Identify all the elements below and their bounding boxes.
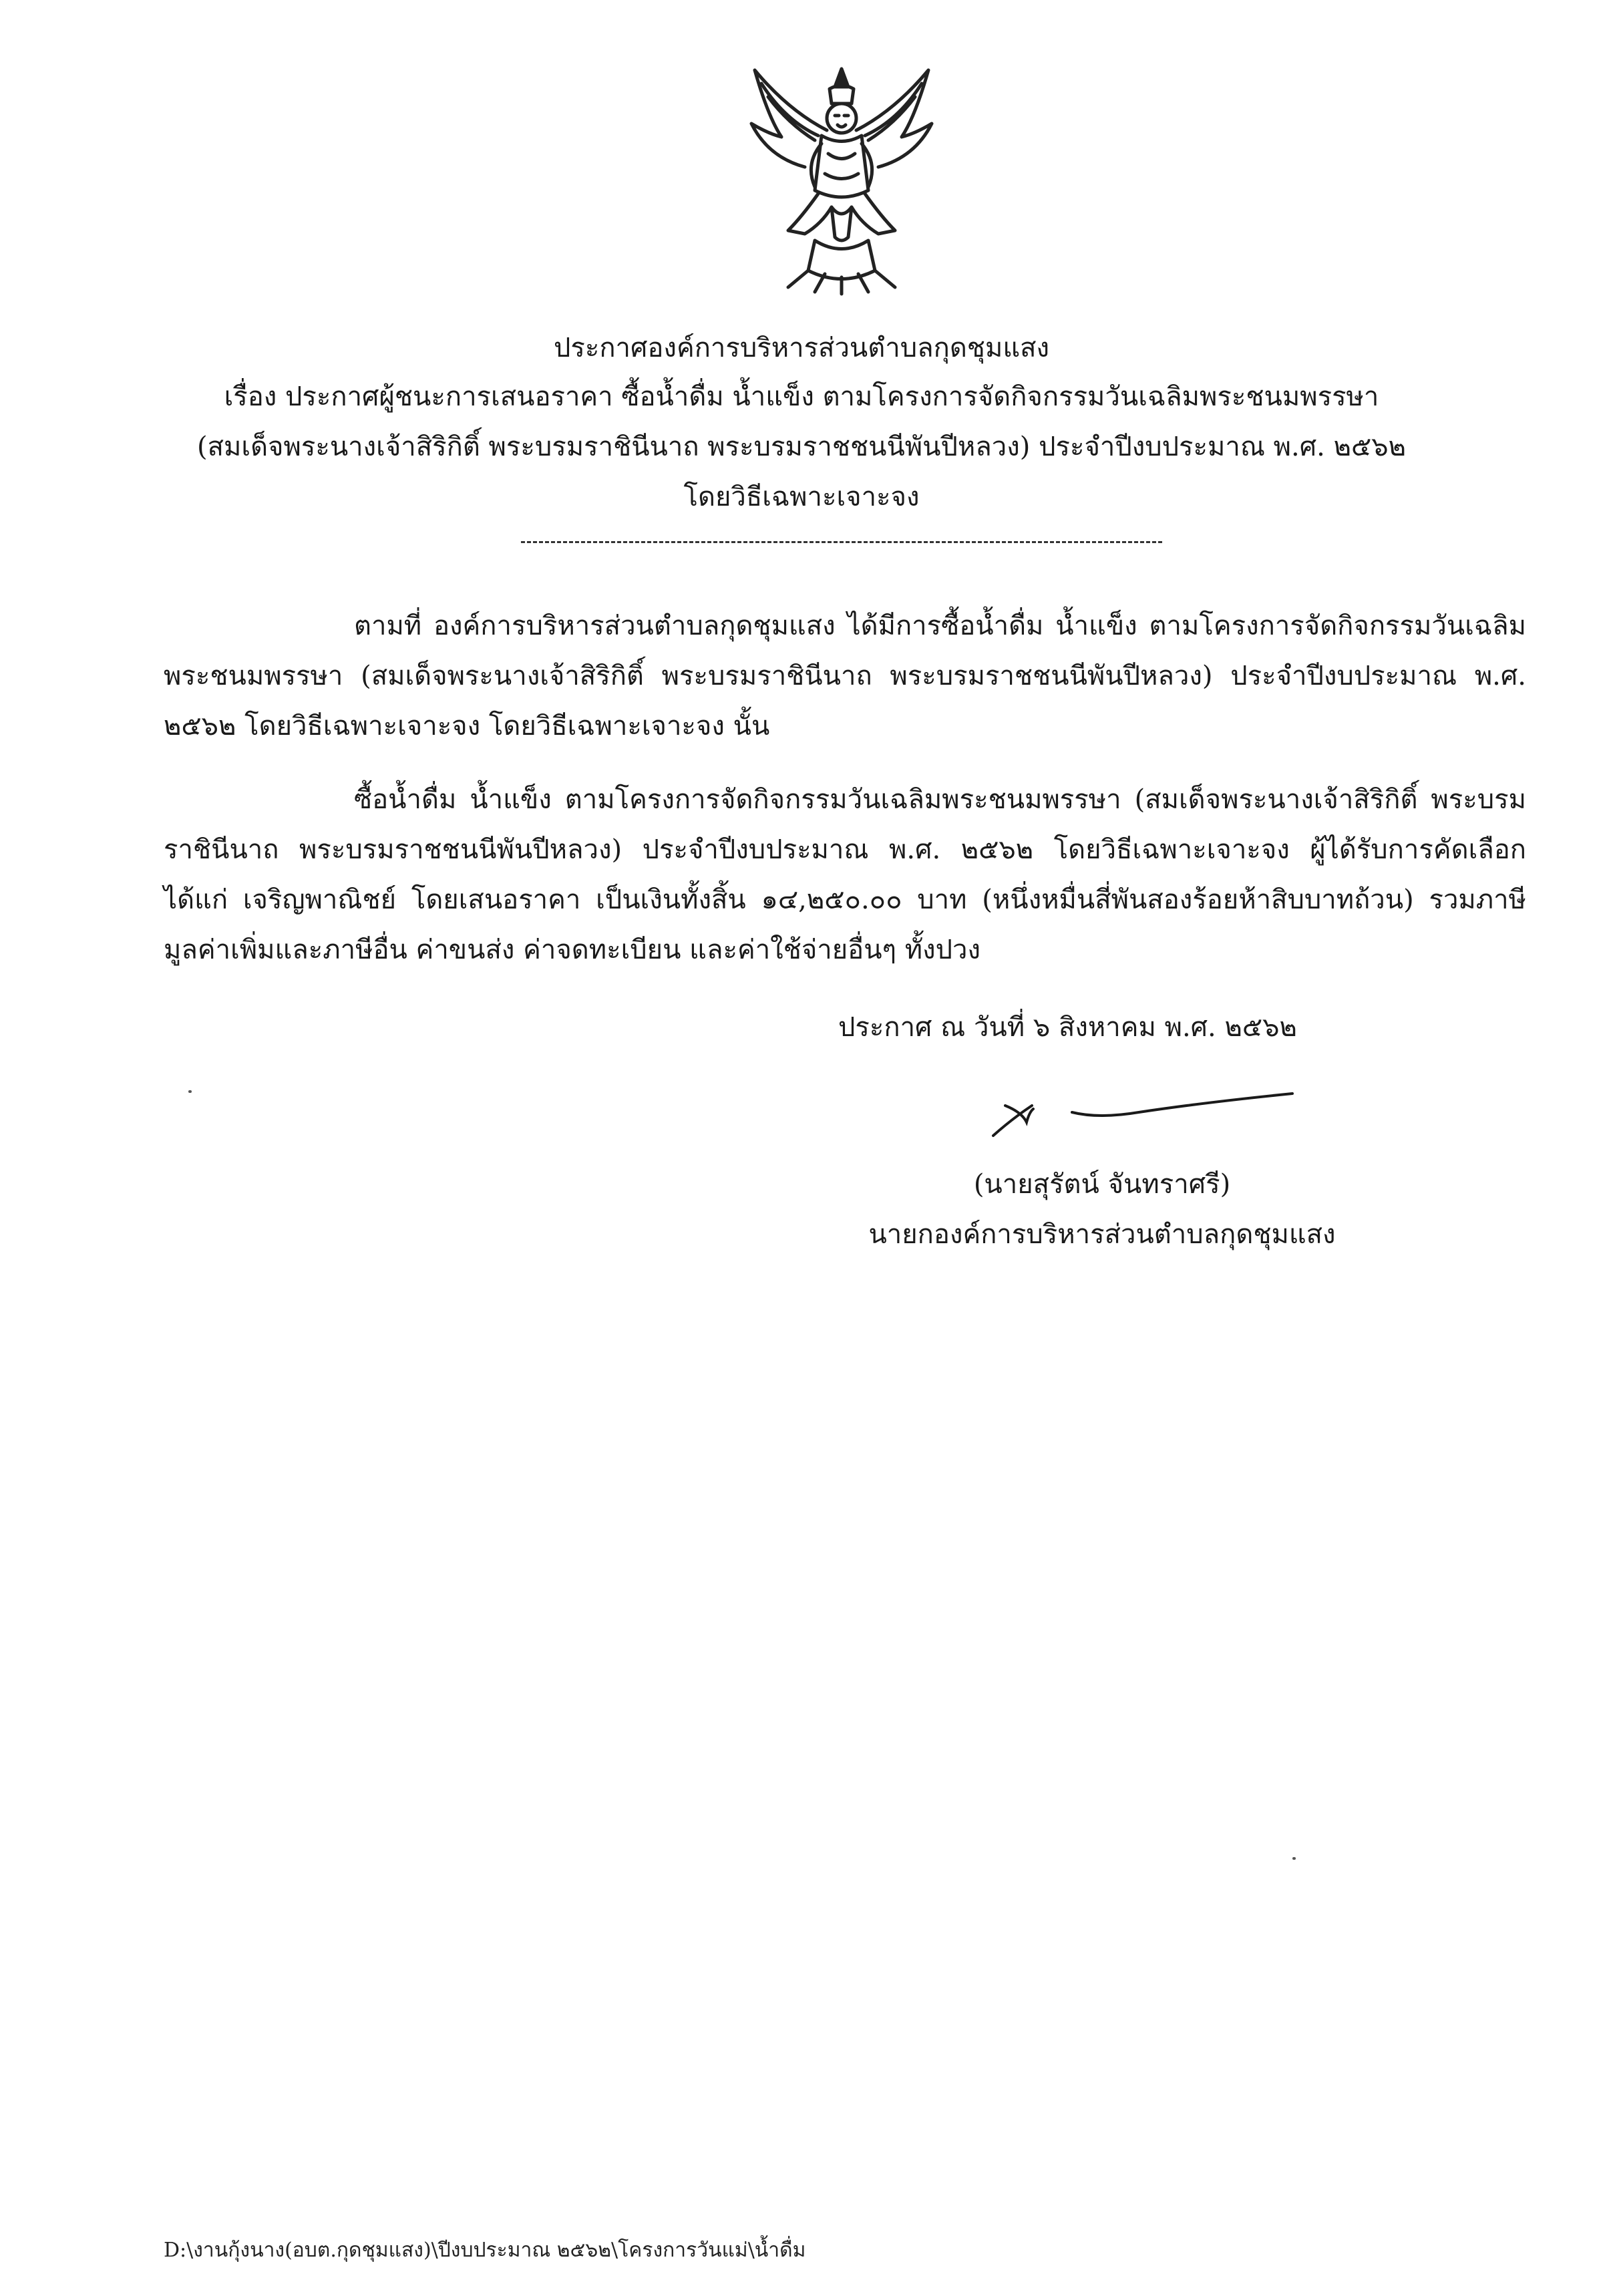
announcement-date: ประกาศ ณ วันที่ ๖ สิงหาคม พ.ศ. ๒๕๖๒ — [838, 1012, 1297, 1043]
body-paragraph-1 — [164, 601, 1526, 752]
header-organization: ประกาศองค์การบริหารส่วนตำบลกุดชุมแสง — [553, 333, 1050, 363]
body-paragraph-1-text: ตามที่ องค์การบริหารส่วนตำบลกุดชุมแสง ได้มีการซื้อน้ำดื่ม น้ำแข็ง ตามโครงการจัดกิจกรรมวันเฉลิมพระชนมพรรษา (สมเด็จพระนางเจ้าสิริกิติ์ พระบรมราชินีนาถ พระบรมราชชนนีพันปีหลวง) ประจำปีงบประมาณ พ.ศ. ๒๕๖๒ โดยวิธีเฉพาะเจาะจง โดยวิธีเฉพาะเจาะจง นั้น — [164, 611, 1526, 742]
scan-speck — [1292, 1857, 1296, 1860]
footer-file-path: D:\งานกุ้งนาง(อบต.กุดชุมแสง)\ปีงบประมาณ ๒๕๖๒\โครงการวันแม่\น้ำดื่ม — [164, 2239, 806, 2262]
signatory-position: นายกองค์การบริหารส่วนตำบลกุดชุมแสง — [868, 1219, 1336, 1250]
signatory-name: (นายสุรัตน์ จันทราศรี) — [973, 1169, 1231, 1200]
handwritten-signature — [985, 1086, 1299, 1146]
scan-speck — [188, 1090, 192, 1093]
header-subject: เรื่อง ประกาศผู้ชนะการเสนอราคา ซื้อน้ำดื่ม น้ำแข็ง ตามโครงการจัดกิจกรรมวันเฉลิมพระชนมพรรษา — [224, 381, 1379, 412]
header-subject-continued: (สมเด็จพระนางเจ้าสิริกิติ์ พระบรมราชินีนาถ พระบรมราชชนนีพันปีหลวง) ประจำปีงบประมาณ พ.ศ. ๒๕๖๒ — [197, 432, 1406, 462]
body-paragraph-2-text: ซื้อน้ำดื่ม น้ำแข็ง ตามโครงการจัดกิจกรรมวันเฉลิมพระชนมพรรษา (สมเด็จพระนางเจ้าสิริกิติ์ พระบรมราชินีนาถ พระบรมราชชนนีพันปีหลวง) ประจำปีงบประมาณ พ.ศ. ๒๕๖๒ โดยวิธีเฉพาะเจาะจง ผู้ได้รับการคัดเลือก ได้แก่ เจริญพาณิชย์ โดยเสนอราคา เป็นเงินทั้งสิ้น ๑๔,๒๕๐.๐๐ บาท (หนึ่งหมื่นสี่พันสองร้อยห้าสิบบาทถ้วน) รวมภาษีมูลค่าเพิ่มและภาษีอื่น ค่าขนส่ง ค่าจดทะเบียน และค่าใช้จ่ายอื่นๆ ทั้งปวง — [164, 784, 1527, 965]
body-paragraph-2 — [164, 775, 1526, 975]
header-method: โดยวิธีเฉพาะเจาะจง — [683, 482, 920, 512]
header-divider — [521, 541, 1162, 543]
garuda-emblem-icon — [741, 57, 942, 297]
